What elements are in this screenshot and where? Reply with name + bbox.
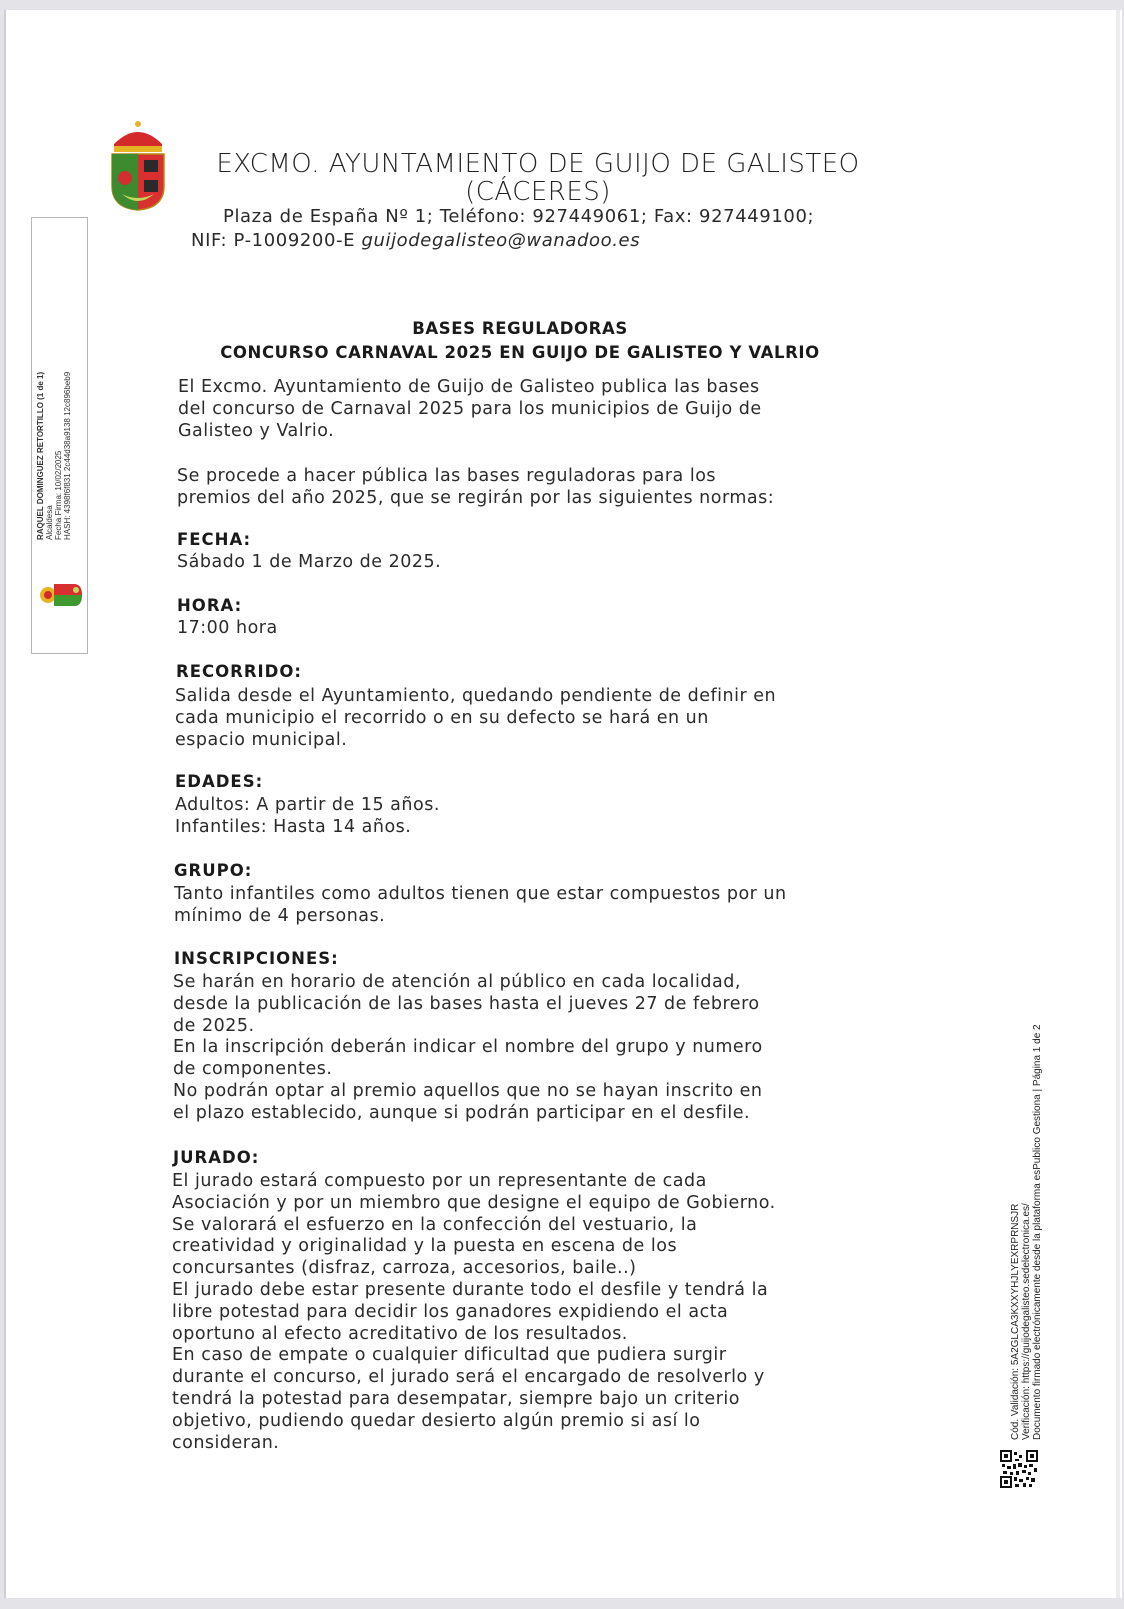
validation-text bbox=[1010, 1024, 1043, 1440]
section-body-recorrido bbox=[175, 686, 875, 751]
nif-line bbox=[191, 230, 640, 251]
text-line: 17:00 hora bbox=[177, 618, 278, 638]
section-heading-inscripciones: INSCRIPCIONES: bbox=[174, 949, 339, 968]
signer-role: Alcaldesa bbox=[45, 505, 54, 540]
intro-paragraph-1 bbox=[178, 377, 878, 442]
text-line: Galisteo y Valrio. bbox=[178, 420, 335, 441]
validation-code: Cód. Validación: 5A2GLCA3KXXYHJLYEXRPRNSJR bbox=[1010, 1203, 1021, 1440]
section-body-jurado bbox=[172, 1171, 872, 1454]
text-line: Se harán en horario de atención al público en cada localidad, bbox=[173, 972, 741, 992]
address-line: Plaza de España Nº 1; Teléfono: 927449061; Fax: 927449100; bbox=[223, 206, 815, 227]
text-line: objetivo, pudiendo quedar desierto algún premio si así lo bbox=[172, 1410, 701, 1431]
section-heading-hora: HORA: bbox=[177, 596, 243, 615]
nif-label: NIF: P-1009200-E bbox=[191, 230, 356, 251]
text-line: Salida desde el Ayuntamiento, quedando pendiente de definir en bbox=[175, 686, 777, 706]
section-body-edades bbox=[175, 795, 875, 839]
signer-name: RAQUEL DOMINGUEZ RETORTILLO (1 de 1) bbox=[36, 371, 45, 540]
doc-title: BASES REGULADORAS bbox=[412, 319, 628, 338]
email-address[interactable]: guijodegalisteo@wanadoo.es bbox=[361, 230, 641, 251]
text-line: mínimo de 4 personas. bbox=[174, 905, 386, 926]
text-line: espacio municipal. bbox=[175, 729, 348, 750]
text-line: Se procede a hacer pública las bases reguladoras para los bbox=[177, 466, 717, 486]
section-body-fecha bbox=[177, 552, 877, 574]
text-line: El Excmo. Ayuntamiento de Guijo de Galisteo publica las bases bbox=[178, 377, 760, 397]
text-line: Adultos: A partir de 15 años. bbox=[175, 795, 440, 815]
section-heading-grupo: GRUPO: bbox=[174, 861, 253, 880]
section-heading-fecha: FECHA: bbox=[177, 530, 252, 549]
text-line: de 2025. bbox=[173, 1015, 255, 1036]
text-line: creatividad y originalidad y la puesta en escena de los bbox=[172, 1236, 678, 1257]
text-line: el plazo establecido, aunque si podrán participar en el desfile. bbox=[173, 1102, 751, 1123]
title-line-2: (CÁCERES) bbox=[465, 177, 611, 207]
text-line: cada municipio el recorrido o en su defecto se hará en un bbox=[175, 707, 709, 728]
text-line: libre potestad para decidir los ganadores expidiendo el acta bbox=[172, 1301, 729, 1322]
verification-url[interactable]: Verificación: https://guijodegalisteo.sedelectronica.es/ bbox=[1021, 1203, 1032, 1440]
text-line: oportuno al efecto acreditativo de los resultados. bbox=[172, 1323, 628, 1344]
section-body-inscripciones bbox=[173, 972, 873, 1125]
small-coat-of-arms-icon bbox=[38, 580, 84, 610]
text-line: de componentes. bbox=[173, 1059, 333, 1080]
section-body-grupo bbox=[174, 884, 874, 928]
text-line: tendrá la potestad para desempatar, siempre bajo un criterio bbox=[172, 1388, 740, 1409]
title-line-1: EXCMO. AYUNTAMIENTO DE GUIJO DE GALISTEO bbox=[216, 149, 860, 179]
text-line: consideran. bbox=[172, 1432, 280, 1453]
signature-hash: HASH: 4398f6f831 2c44d38a9138 12c896beb9 bbox=[63, 371, 72, 540]
signature-text bbox=[36, 372, 72, 540]
text-line: durante el concurso, el jurado será el encargado de resolverlo y bbox=[172, 1367, 765, 1388]
qr-code-icon[interactable] bbox=[1000, 1450, 1038, 1488]
section-heading-jurado: JURADO: bbox=[173, 1148, 260, 1167]
text-line: El jurado debe estar presente durante todo el desfile y tendrá la bbox=[172, 1279, 769, 1300]
text-line: El jurado estará compuesto por un representante de cada bbox=[172, 1171, 707, 1191]
doc-subtitle: CONCURSO CARNAVAL 2025 EN GUIJO DE GALISTEO Y VALRIO bbox=[220, 343, 820, 362]
text-line: premios del año 2025, que se regirán por las siguientes normas: bbox=[177, 487, 775, 508]
text-line: del concurso de Carnaval 2025 para los municipios de Guijo de bbox=[178, 398, 762, 419]
text-line: Sábado 1 de Marzo de 2025. bbox=[177, 552, 442, 572]
text-line: No podrán optar al premio aquellos que no se hayan inscrito en bbox=[173, 1080, 763, 1101]
section-body-hora bbox=[177, 618, 877, 640]
text-line: concursantes (disfraz, carroza, accesorios, baile..) bbox=[172, 1258, 637, 1279]
signed-footer: Documento firmado electrónicamente desde la plataforma esPublico Gestiona | Página 1 de 2 bbox=[1032, 1024, 1043, 1440]
section-heading-edades: EDADES: bbox=[175, 772, 264, 791]
intro-paragraph-2 bbox=[177, 466, 877, 510]
text-line: En caso de empate o cualquier dificultad que pudiera surgir bbox=[172, 1345, 727, 1366]
section-heading-recorrido: RECORRIDO: bbox=[176, 662, 302, 681]
text-line: desde la publicación de las bases hasta el jueves 27 de febrero bbox=[173, 993, 760, 1014]
text-line: En la inscripción deberán indicar el nombre del grupo y numero bbox=[173, 1037, 763, 1058]
text-line: Asociación y por un miembro que designe el equipo de Gobierno. bbox=[172, 1192, 776, 1213]
text-line: Tanto infantiles como adultos tienen que estar compuestos por un bbox=[174, 884, 787, 904]
signature-date: Fecha Firma: 10/02/2025 bbox=[54, 450, 63, 540]
page-edge bbox=[1116, 10, 1120, 1598]
text-line: Se valorará el esfuerzo en la confección del vestuario, la bbox=[172, 1214, 698, 1235]
municipality-title bbox=[198, 150, 878, 206]
coat-of-arms-icon bbox=[108, 116, 168, 212]
text-line: Infantiles: Hasta 14 años. bbox=[175, 816, 412, 837]
